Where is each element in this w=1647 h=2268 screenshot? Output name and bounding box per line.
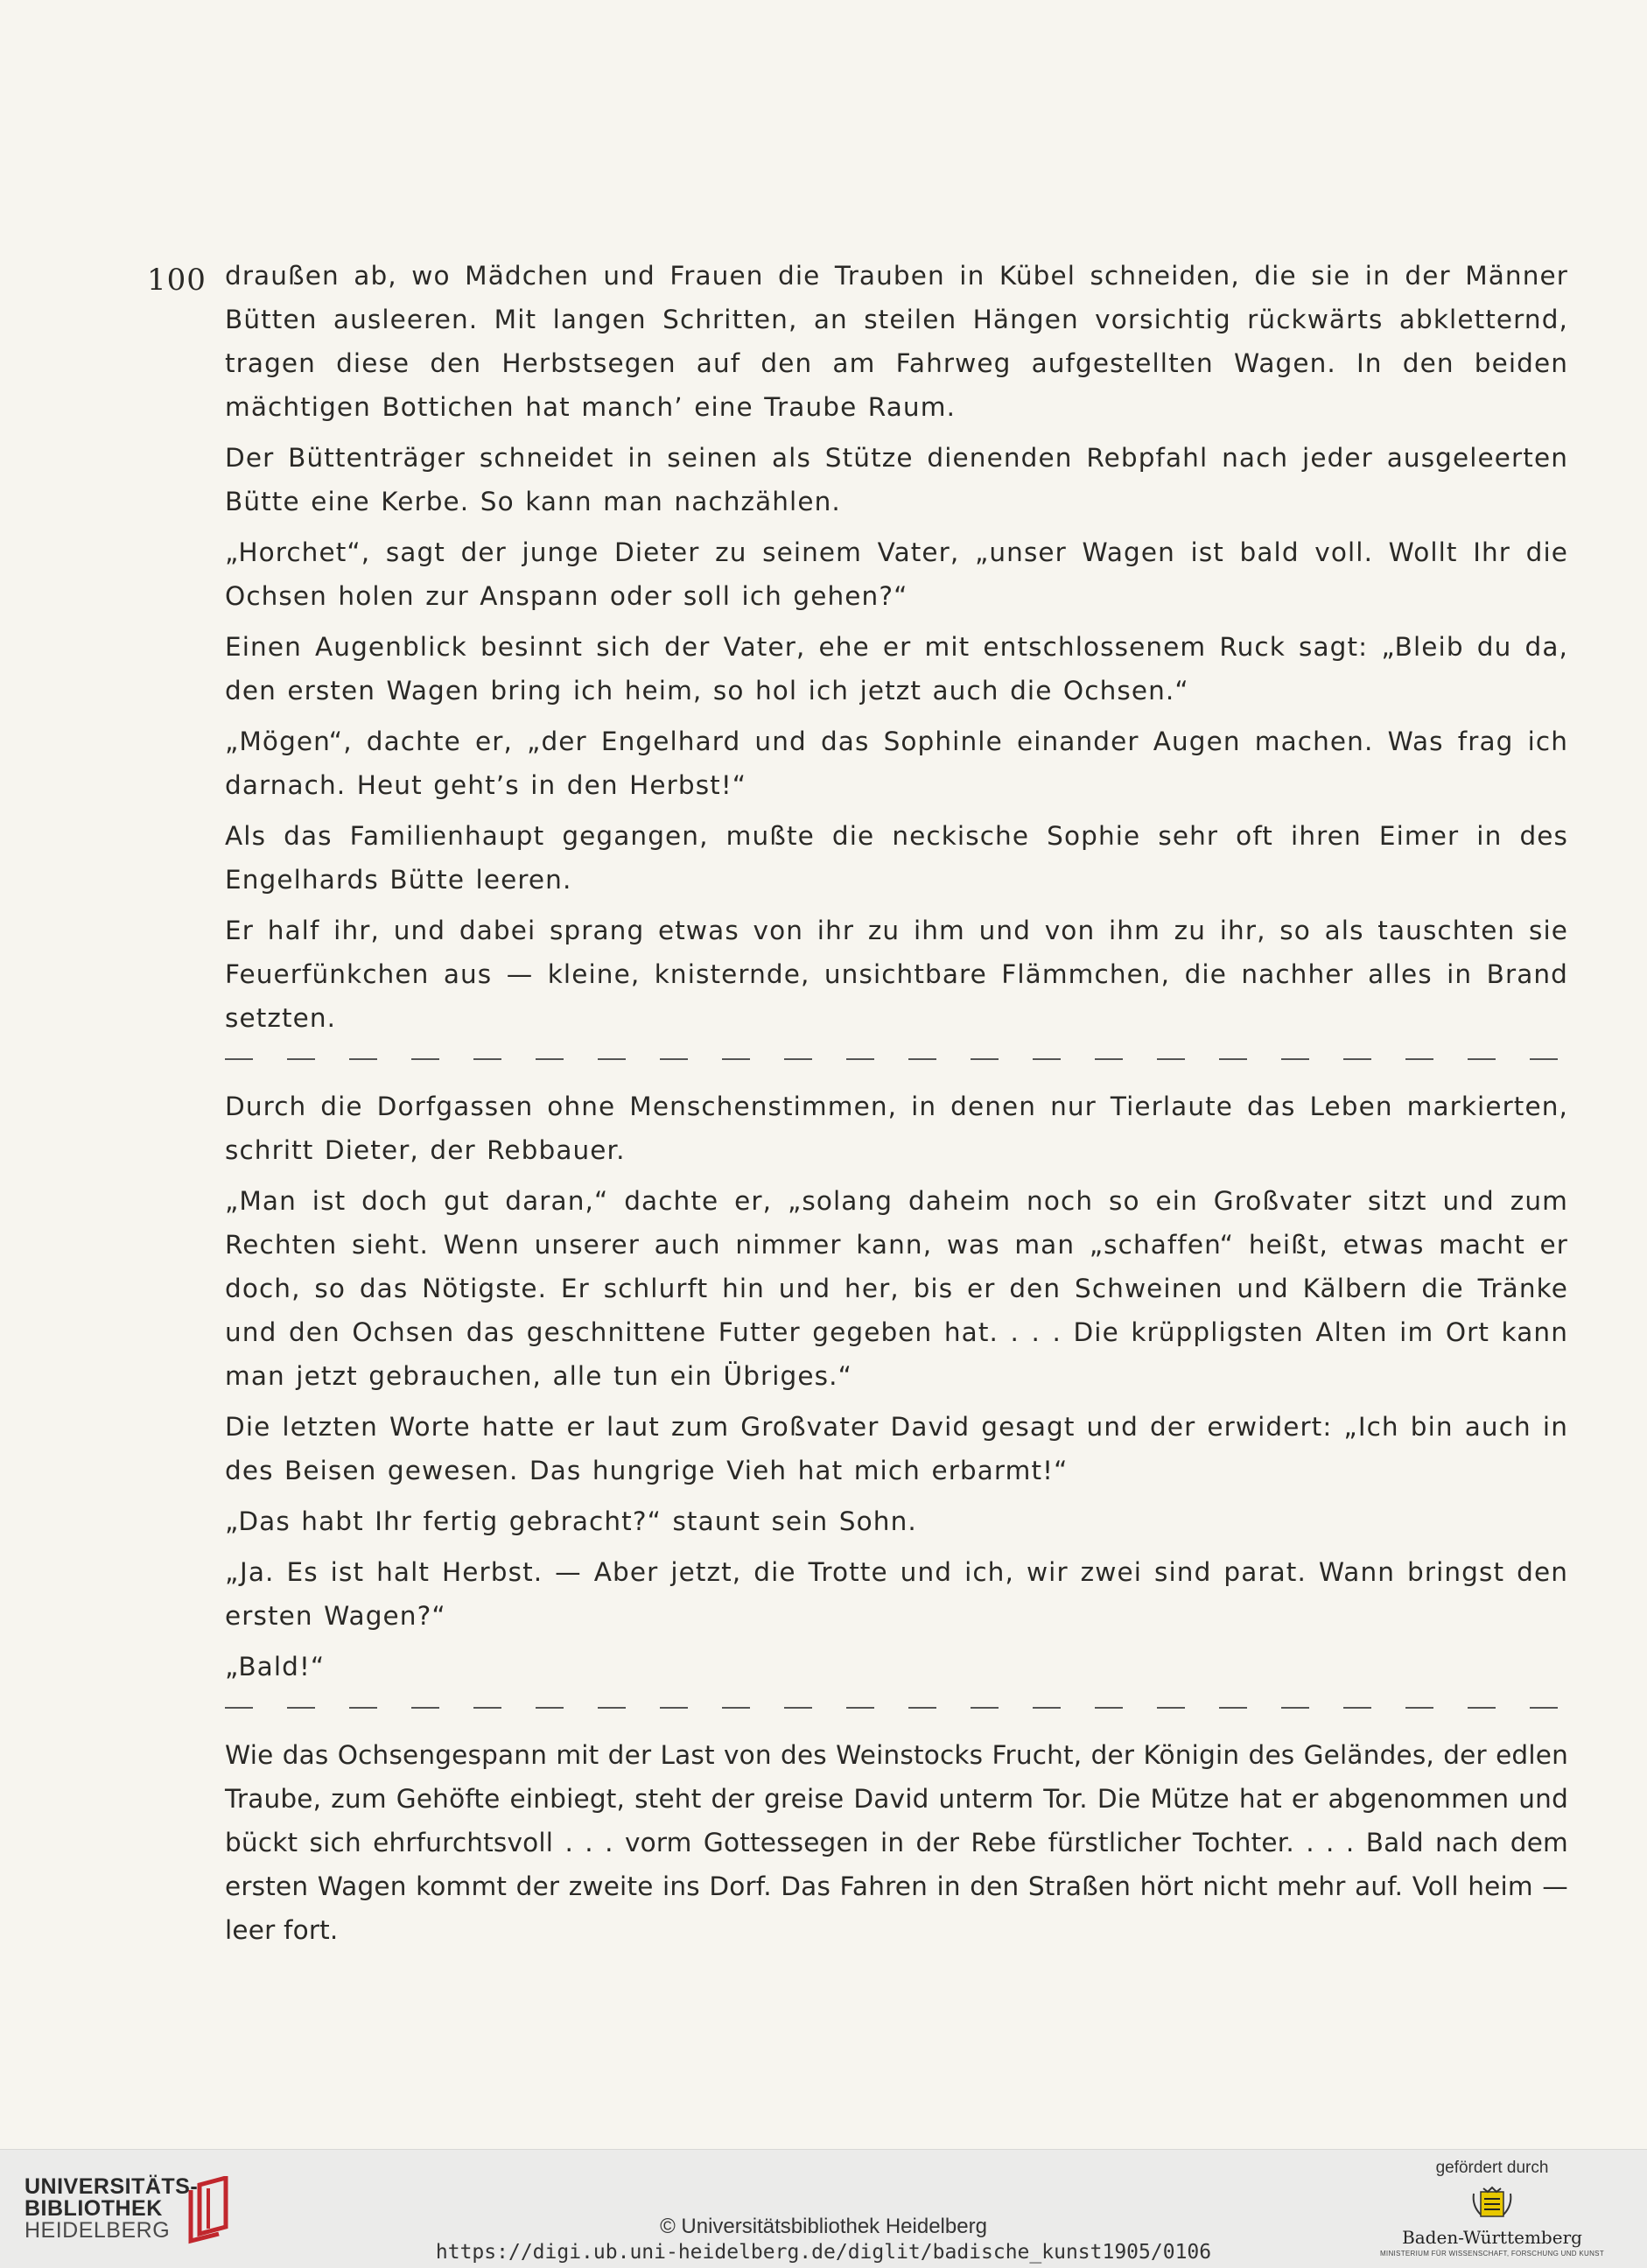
ministry-name: MINISTERIUM FÜR WISSENSCHAFT, FORSCHUNG UND KUNST bbox=[1379, 2250, 1605, 2257]
library-name-line: HEIDELBERG bbox=[25, 2218, 171, 2243]
text-section-1 bbox=[225, 254, 1568, 1040]
state-name: Baden-Württemberg bbox=[1402, 2227, 1582, 2248]
paragraph: Als das Familienhaupt gegangen, mußte die neckische Sophie sehr oft ihren Eimer in des Engelhards Bütte leeren. bbox=[225, 821, 1568, 895]
body-text bbox=[225, 254, 1568, 1952]
permalink-url[interactable]: https://digi.ub.uni-heidelberg.de/diglit/badische_kunst1905/0106 bbox=[435, 2241, 1212, 2264]
footer-bar bbox=[0, 2149, 1647, 2268]
paragraph: „Man ist doch gut daran,“ dachte er, „solang daheim noch so ein Großvater sitzt und zum Rechten sieht. Wenn unserer auch nimmer kann, was man „schaffen“ heißt, etwas macht er doch, so das Nötigste. Er schlurft hin und her, bis er den Schweinen und Kälbern die Tränke und den Ochsen das geschnittene Futter gegeben hat. . . . Die krüppligsten Alten im Ort kann man jetzt gebrauchen, alle tun ein Übriges.“ bbox=[225, 1186, 1568, 1391]
paragraph: draußen ab, wo Mädchen und Frauen die Trauben in Kübel schneiden, die sie in der Männer Bütten ausleeren. Mit langen Schritten, an steilen Hängen vorsichtig rückwärts abkletternd, tragen diese den Herbstsegen auf den am Fahrweg aufgestellten Wagen. In den beiden mächtigen Bottichen hat manch’ eine Traube Raum. bbox=[225, 261, 1568, 422]
state-crest-icon bbox=[1470, 2185, 1514, 2223]
funding-logo[interactable] bbox=[1365, 2159, 1619, 2264]
paragraph: „Mögen“, dachte er, „der Engelhard und das Sophinle einander Augen machen. Was frag ich darnach. Heut geht’s in den Herbst!“ bbox=[225, 727, 1568, 800]
paragraph: Einen Augenblick besinnt sich der Vater, ehe er mit entschlossenem Ruck sagt: „Bleib du da, den ersten Wagen bring ich heim, so hol ich jetzt auch die Ochsen.“ bbox=[225, 632, 1568, 706]
paragraph: „Ja. Es ist halt Herbst. — Aber jetzt, die Trotte und ich, wir zwei sind parat. Wann bringst den ersten Wagen?“ bbox=[225, 1557, 1568, 1631]
paragraph: „Bald!“ bbox=[225, 1652, 326, 1682]
paragraph: Wie das Ochsengespann mit der Last von des Weinstocks Frucht, der Königin des Geländes, der edlen Traube, zum Gehöfte einbiegt, steht der greise David unterm Tor. Die Mütze hat er abgenommen und bückt sich ehrfurchtsvoll . . . vorm Gottessegen in der Rebe fürstlicher Tochter. . . . Bald nach dem ersten Wagen kommt der zweite ins Dorf. Das Fahren in den Straßen hört nicht mehr auf. Voll heim — leer fort. bbox=[225, 1740, 1568, 1945]
funded-by-label: gefördert durch bbox=[1435, 2159, 1549, 2177]
paragraph: „Horchet“, sagt der junge Dieter zu seinem Vater, „unser Wagen ist bald voll. Wollt Ihr die Ochsen holen zur Anspann oder soll ich gehen?“ bbox=[225, 537, 1568, 611]
paragraph: Durch die Dorfgassen ohne Menschenstimmen, in denen nur Tierlaute das Leben markierten, schritt Dieter, der Rebbauer. bbox=[225, 1092, 1568, 1165]
copyright-notice: © Universitätsbibliothek Heidelberg bbox=[660, 2215, 987, 2238]
text-section-3 bbox=[225, 1733, 1568, 1952]
library-name-line: BIBLIOTHEK bbox=[25, 2196, 163, 2221]
section-divider bbox=[225, 1706, 1568, 1710]
page-number: 100 bbox=[147, 263, 207, 298]
text-section-2 bbox=[225, 1085, 1568, 1689]
paragraph: Die letzten Worte hatte er laut zum Großvater David gesagt und der erwidert: „Ich bin auch in des Beisen gewesen. Das hungrige Vieh hat mich erbarmt!“ bbox=[225, 1412, 1568, 1485]
section-divider bbox=[225, 1057, 1568, 1061]
paragraph: Der Büttenträger schneidet in seinen als Stütze dienenden Rebpfahl nach jeder ausgeleerten Bütte eine Kerbe. So kann man nachzählen. bbox=[225, 443, 1568, 516]
paragraph: Er half ihr, und dabei sprang etwas von ihr zu ihm und von ihm zu ihr, so als tauschten sie Feuerfünkchen aus — kleine, knisternde, unsichtbare Flämmchen, die nachher alles in Brand setzten. bbox=[225, 916, 1568, 1033]
paragraph: „Das habt Ihr fertig gebracht?“ staunt sein Sohn. bbox=[225, 1506, 917, 1536]
library-name-line: UNIVERSITÄTS- bbox=[25, 2174, 199, 2199]
